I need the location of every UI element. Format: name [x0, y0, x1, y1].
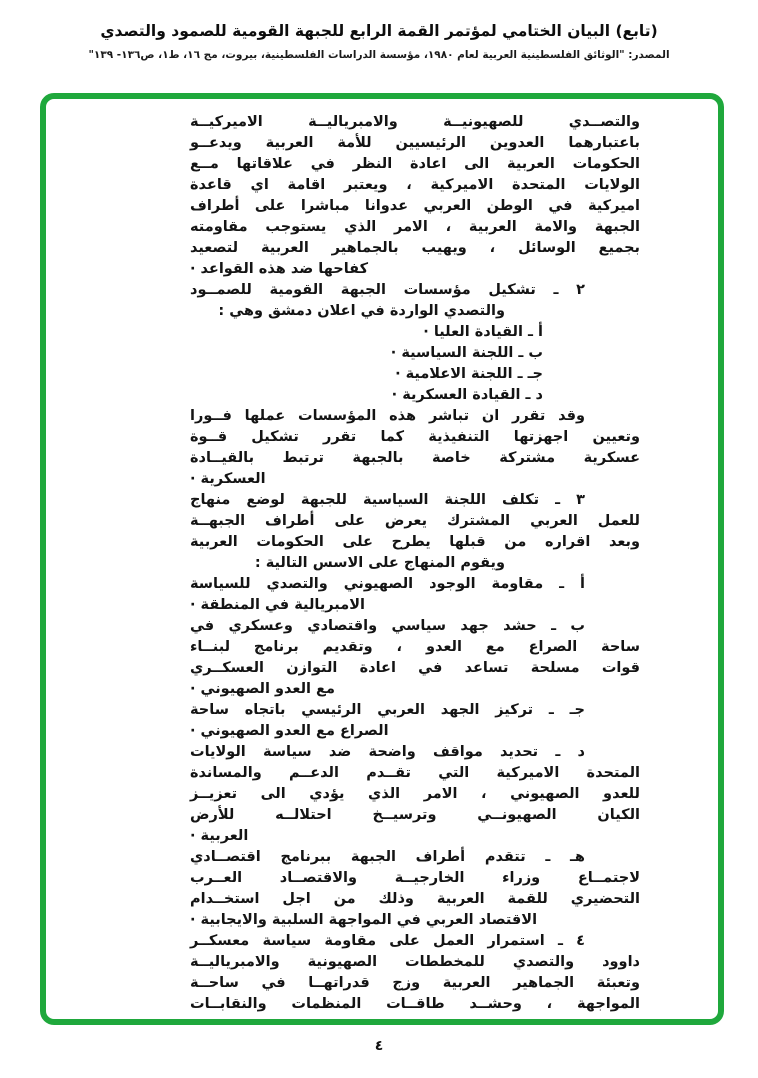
text-line: وبعد اقراره من قبلها يطرح على الحكومات العربية — [190, 534, 640, 550]
text-line: ٤ ـ استمرار العمل على مقاومة سياسة معسكــر — [190, 933, 585, 949]
text-line: أ ـ القيادة العليا · — [423, 324, 543, 340]
text-line: هـ ـ تتقدم أطراف الجبهة ببرنامج اقتصــادي — [190, 849, 585, 865]
text-line: ب ـ حشد جهد سياسي واقتصادي وعسكري في — [190, 618, 585, 634]
text-block — [190, 112, 640, 1015]
text-line: لاجتمــاع وزراء الخارجيــة والاقتصــاد العــرب — [190, 870, 640, 886]
text-line: المواجهة ، وحشــد طاقــات المنظمات والنقابــات — [190, 996, 640, 1012]
page-number: ٤ — [374, 1038, 384, 1054]
text-line: وتعبئة الجماهير العربية وزج قدراتهــا في ساحــة — [190, 975, 640, 991]
text-line: جـ ـ اللجنة الاعلامية · — [395, 366, 543, 382]
text-line: ٣ ـ تكلف اللجنة السياسية للجبهة لوضع منهاج — [190, 492, 585, 508]
text-line: ويقوم المنهاج على الاسس التالية : — [254, 555, 505, 571]
text-line: الامبريالية في المنطقة · — [190, 597, 365, 613]
text-line: ٢ ـ تشكيل مؤسسات الجبهة القومية للصمــود — [190, 282, 585, 298]
text-line: باعتبارهما العدوين الرئيسيين للأمة العربية ويدعــو — [190, 135, 640, 151]
text-line: الاقتصاد العربي في المواجهة السلبية والايجابية · — [190, 912, 538, 928]
page-header — [0, 22, 758, 61]
text-line: وقد تقرر ان تباشر هذه المؤسسات عملها فــورا — [190, 408, 585, 424]
text-line: العربية · — [190, 828, 249, 844]
text-line: بجميع الوسائل ، ويهيب بالجماهير العربية لتصعيد — [190, 240, 640, 256]
text-line: والتصــدي للصهيونيــة والامبرياليــة الاميركيــة — [190, 114, 640, 130]
text-line: داوود والتصدي للمخططات الصهيونية والامبرياليــة — [190, 954, 640, 970]
text-line: د ـ القيادة العسكرية · — [391, 387, 543, 403]
text-line: الحكومات العربية الى اعادة النظر في علاقاتها مــع — [190, 156, 640, 172]
text-line: الصراع مع العدو الصهيوني · — [190, 723, 389, 739]
text-line: للعمل العربي المشترك يعرض على أطراف الجبهــة — [190, 513, 640, 529]
text-line: للعدو الصهيوني ، الامر الذي يؤدي الى تعزيــز — [190, 786, 640, 802]
text-line: جـ ـ تركيز الجهد العربي الرئيسي باتجاه ساحة — [190, 702, 585, 718]
text-line: اميركية في الوطن العربي عدوانا مباشرا على أطراف — [190, 198, 640, 214]
text-line: ب ـ اللجنة السياسية · — [390, 345, 543, 361]
text-line: أ ـ مقاومة الوجود الصهيوني والتصدي للسياسة — [190, 576, 585, 592]
text-line: قوات مسلحة تساعد في اعادة التوازن العسكــري — [190, 660, 640, 676]
text-line: الولايات المتحدة الاميركية ، ويعتبر اقامة اي قاعدة — [190, 177, 640, 193]
text-line: وتعيين اجهزتها التنفيذية كما تقرر تشكيل قــوة — [190, 429, 640, 445]
text-line: عسكرية مشتركة خاصة بالجبهة ترتبط بالقيــادة — [190, 450, 640, 466]
text-line: ساحة الصراع مع العدو ، وتقديم برنامج لبنــاء — [190, 639, 640, 655]
document-title: (تابع) البيان الختامي لمؤتمر القمة الرابع للجبهة القومية للصمود والتصدي — [100, 22, 658, 40]
text-line: مع العدو الصهيوني · — [190, 681, 335, 697]
source-citation: المصدر: "الوثائق الفلسطينية العربية لعام ١٩٨٠، مؤسسة الدراسات الفلسطينية، بيروت، مج ١٦، ط١، ص١٣٦- ١٣٩" — [88, 49, 670, 61]
text-line: الجبهة والامة العربية ، الامر الذي يستوجب مقاومته — [190, 219, 640, 235]
text-line: كفاحها ضد هذه القواعد · — [190, 261, 369, 277]
text-line: العسكرية · — [190, 471, 266, 487]
text-line: د ـ تحديد مواقف واضحة ضد سياسة الولايات — [190, 744, 585, 760]
text-line: المتحدة الاميركية التي تقــدم الدعــم والمساندة — [190, 765, 640, 781]
text-line: والتصدي الواردة في اعلان دمشق وهي : — [218, 303, 505, 319]
text-line: الكيان الصهيونــي وترسيــخ احتلالــه للأرض — [190, 807, 640, 823]
text-line: التحضيري للقمة العربية وذلك من اجل استخــدام — [190, 891, 640, 907]
